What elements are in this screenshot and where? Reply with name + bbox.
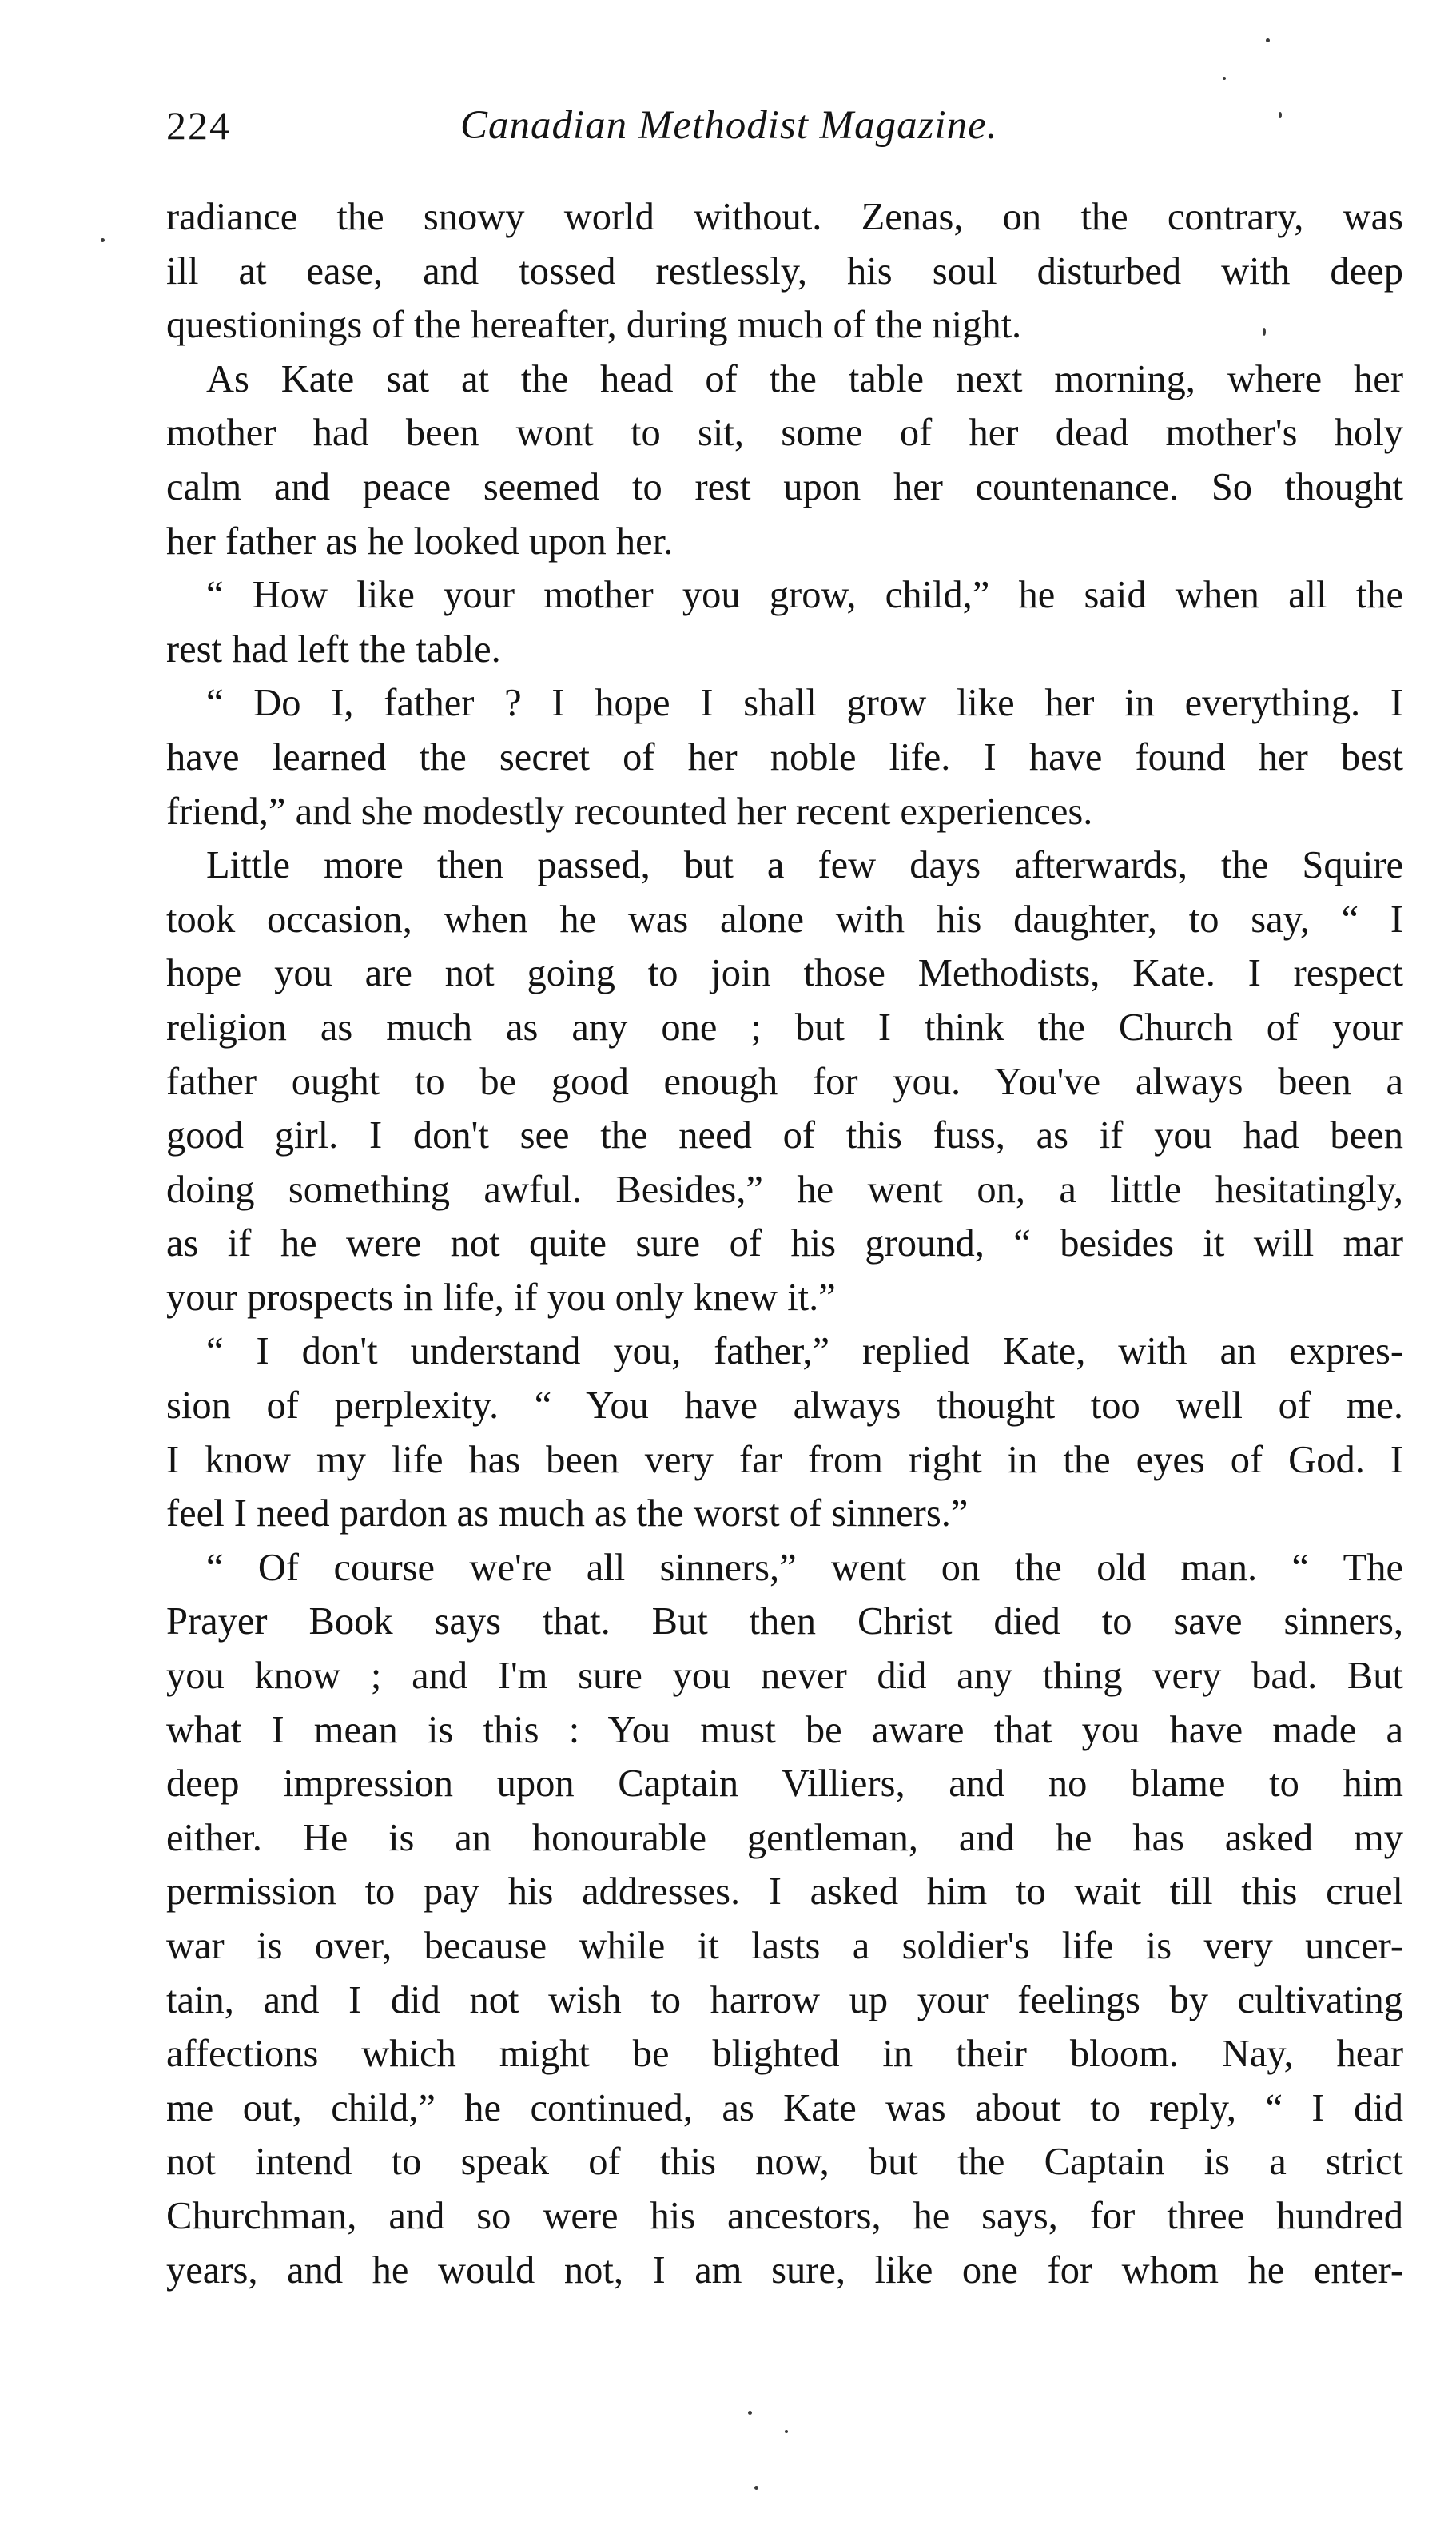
text-line: “ Do I, father ? I hope I shall grow like her in everything. I (206, 682, 1403, 725)
text-line: your prospects in life, if you only knew it.” (166, 1276, 836, 1319)
text-line: “ Of course we're all sinners,” went on the old man. “ The (206, 1546, 1403, 1589)
scan-speck (785, 2430, 788, 2433)
text-line: good girl. I don't see the need of this fuss, as if you had been (166, 1114, 1403, 1157)
text-line: hope you are not going to join those Methodists, Kate. I respect (166, 952, 1403, 995)
text-line: Churchman, and so were his ancestors, he says, for three hundred (166, 2194, 1403, 2237)
text-line: have learned the secret of her noble life. I have found her best (166, 735, 1403, 779)
paragraph (166, 838, 1403, 1324)
text-line: mother had been wont to sit, some of her dead mother's holy (166, 412, 1403, 455)
paragraph (166, 676, 1403, 838)
page-header (166, 102, 1397, 166)
text-line: questionings of the hereafter, during much of the night. (166, 304, 1022, 347)
text-line: either. He is an honourable gentleman, and he has asked my (166, 1816, 1403, 1859)
page-number: 224 (166, 103, 231, 148)
running-title: Canadian Methodist Magazine. (460, 103, 998, 148)
scan-speck (1266, 38, 1270, 42)
text-line: friend,” and she modestly recounted her recent experiences. (166, 790, 1093, 833)
text-line: what I mean is this : You must be aware that you have made a (166, 1708, 1403, 1751)
paragraph (166, 190, 1403, 352)
text-line: doing something awful. Besides,” he went on, a little hesitatingly, (166, 1168, 1403, 1211)
text-line: rest had left the table. (166, 627, 501, 671)
scan-speck (754, 2486, 758, 2490)
scan-speck (1223, 77, 1226, 80)
scan-speck (1279, 112, 1282, 118)
text-line: war is over, because while it lasts a soldier's life is very uncer- (166, 1925, 1403, 1967)
text-line: her father as he looked upon her. (166, 520, 674, 563)
text-line: tain, and I did not wish to harrow up your feelings by cultivating (166, 1978, 1403, 2021)
text-line: Little more then passed, but a few days afterwards, the Squire (206, 844, 1403, 887)
paragraph (166, 1541, 1403, 2297)
text-line: as if he were not quite sure of his ground, “ besides it will mar (166, 1222, 1403, 1265)
paragraph (166, 568, 1403, 676)
text-line: you know ; and I'm sure you never did any thing very bad. But (166, 1655, 1403, 1698)
text-line: me out, child,” he continued, as Kate was about to reply, “ I did (166, 2086, 1403, 2129)
text-line: As Kate sat at the head of the table next morning, where her (206, 357, 1403, 400)
text-line: affections which might be blighted in their bloom. Nay, hear (166, 2033, 1403, 2076)
scan-speck (748, 2411, 752, 2415)
text-line: calm and peace seemed to rest upon her countenance. So thought (166, 465, 1403, 508)
scan-speck (101, 238, 105, 242)
text-line: “ How like your mother you grow, child,” he said when all the (206, 574, 1403, 617)
text-line: feel I need pardon as much as the worst of sinners.” (166, 1492, 969, 1535)
text-line: religion as much as any one ; but I think the Church of your (166, 1006, 1403, 1049)
text-line: years, and he would not, I am sure, like one for whom he enter- (166, 2248, 1403, 2292)
text-line: Prayer Book says that. But then Christ died to save sinners, (166, 1600, 1403, 1643)
text-line: father ought to be good enough for you. You've always been a (166, 1060, 1403, 1103)
text-line: ill at ease, and tossed restlessly, his soul disturbed with deep (166, 249, 1403, 293)
text-line: permission to pay his addresses. I asked him to wait till this cruel (166, 1870, 1403, 1914)
text-line: took occasion, when he was alone with his daughter, to say, “ I (166, 898, 1403, 941)
text-line: not intend to speak of this now, but the Captain is a strict (166, 2141, 1403, 2184)
paragraph (166, 352, 1403, 568)
text-line: “ I don't understand you, father,” replied Kate, with an expres- (206, 1330, 1403, 1373)
text-line: I know my life has been very far from right in the eyes of God. I (166, 1438, 1403, 1481)
scan-speck (1263, 328, 1266, 336)
text-line: deep impression upon Captain Villiers, and no blame to him (166, 1762, 1403, 1806)
paragraph (166, 1324, 1403, 1540)
body-text (166, 190, 1403, 2297)
text-line: radiance the snowy world without. Zenas, on the contrary, was (166, 196, 1403, 238)
text-line: sion of perplexity. “ You have always thought too well of me. (166, 1384, 1403, 1428)
